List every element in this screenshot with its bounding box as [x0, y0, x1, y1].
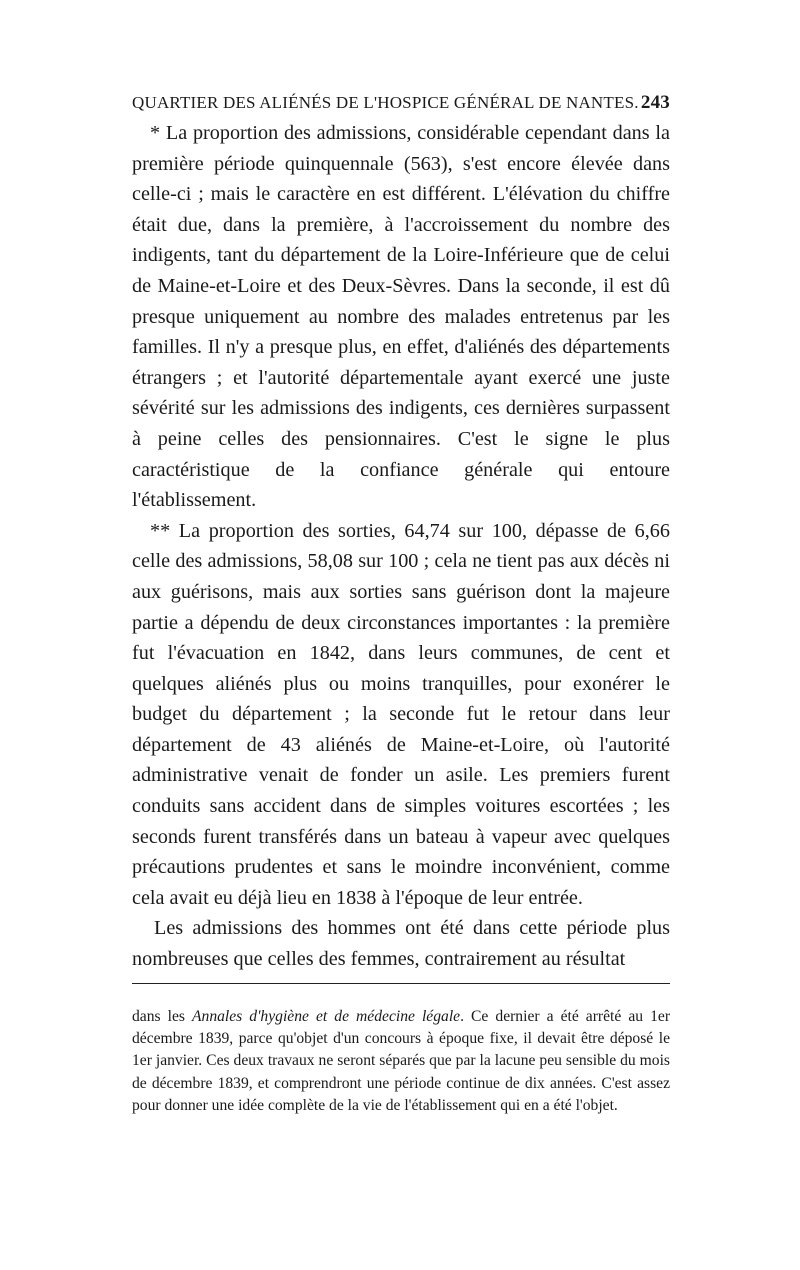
running-title: QUARTIER DES ALIÉNÉS DE L'HOSPICE GÉNÉRAL DE NANTES. [132, 93, 639, 112]
footnote-rule [132, 983, 670, 984]
footnote-paragraph [132, 1006, 670, 1118]
footnote [132, 1006, 670, 1118]
paragraph-hommes: Les admissions des hommes ont été dans cette période plus nombreuses que celles des femmes, contrairement au résultat [132, 917, 670, 971]
paragraph-sorties: ** La proportion des sorties, 64,74 sur 100, dépasse de 6,66 celle des admissions, 58,08 sur 100 ; cela ne tient pas aux décès ni aux guérisons, mais aux sorties sans guérison dont la majeure partie a dépendu de deux circonstances importantes : la première fut l'évacuation en 1842, dans leurs communes, de cent et quelques aliénés plus ou moins tranquilles, pour exonérer le budget du département ; la seconde fut le retour dans leur département de 43 aliénés de Maine-et-Loire, où l'autorité administrative venait de fonder un asile. Les premiers furent conduits sans accident dans de simples voitures escortées ; les seconds furent transférés dans un bateau à vapeur avec quelques précautions prudentes et sans le moindre inconvénient, comme cela avait eu déjà lieu en 1838 à l'époque de leur entrée. [132, 519, 670, 909]
page-number: 243 [640, 92, 670, 113]
footnote-text: . Ce dernier a été arrêté au 1er décembre 1839, parce qu'objet d'un concours à époque fixe, il devait être déposé le 1er janvier. Ces deux travaux ne seront séparés que par la lacune peu sensible du mois de décembre 1839, et comprendront une période continue de dix années. C'est assez pour donner une idée complète de la vie de l'établissement qui en a été l'objet. [132, 1007, 671, 1115]
footnote-prefix: dans les [132, 1007, 193, 1025]
book-page [132, 88, 670, 1118]
running-header [132, 88, 670, 118]
journal-title: Annales d'hygiène et de médecine légale [192, 1007, 461, 1025]
main-text [132, 118, 670, 975]
paragraph-admissions: * La proportion des admissions, considérable cependant dans la première période quinquennale (563), s'est encore élevée dans celle-ci ; mais le caractère en est différent. L'élévation du chiffre était due, dans la première, à l'accroissement du nombre des indigents, tant du département de la Loire-Inférieure que de celui de Maine-et-Loire et des Deux-Sèvres. Dans la seconde, il est dû presque uniquement au nombre des malades entretenus par les familles. Il n'y a presque plus, en effet, d'aliénés des départements étrangers ; et l'autorité départementale ayant exercé une juste sévérité sur les admissions des indigents, ces dernières surpassent à peine celles des pensionnaires. C'est le signe le plus caractéristique de la confiance générale qui entoure l'établissement. [132, 122, 670, 512]
